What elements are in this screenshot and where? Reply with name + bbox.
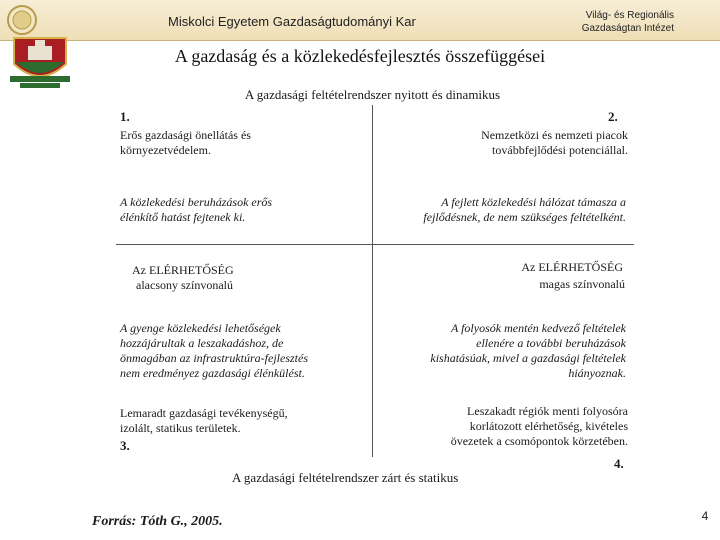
quadrant-2-line-1: Nemzetközi és nemzeti piacok	[481, 128, 628, 142]
quadrant-1-text	[120, 128, 251, 158]
quadrant-4-line-3: övezetek a csomópontok körzetében.	[450, 434, 628, 448]
quadrant-3-note-3: önmagában az infrastruktúra-fejlesztés	[120, 351, 308, 365]
crest-ribbon	[10, 76, 70, 82]
right-accessibility-label	[460, 259, 625, 293]
right-access-line-1: Az ELÉRHETŐSÉG	[521, 260, 623, 274]
institute-line-1: Világ- és Regionális	[585, 10, 674, 21]
quadrant-2-note-1: A fejlett közlekedési hálózat támasza a	[441, 195, 626, 209]
quadrant-1-note	[120, 195, 272, 225]
page-number: 4	[701, 509, 709, 523]
slide-title: A gazdaság és a közlekedésfejlesztés összefüggései	[174, 46, 546, 66]
quadrant-3-note-1: A gyenge közlekedési lehetőségek	[120, 321, 281, 335]
quadrant-4-note-3: kishatásúak, mivel a gazdasági feltételek	[430, 351, 626, 365]
top-axis-caption: A gazdasági feltételrendszer nyitott és dinamikus	[244, 87, 501, 102]
crest-seal-inner	[13, 11, 31, 29]
left-access-line-2: alacsony színvonalú	[136, 278, 233, 292]
quadrant-3-note-4: nem eredményez gazdasági élénkülést.	[120, 366, 305, 380]
quadrant-4-note	[380, 321, 626, 381]
right-access-line-2: magas színvonalú	[539, 277, 625, 291]
university-name: Miskolci Egyetem Gazdaságtudományi Kar	[168, 14, 416, 29]
quadrant-3-note	[120, 321, 308, 381]
quadrant-1-note-2: élénkítő hatást fejtenek ki.	[120, 210, 246, 224]
quadrant-4-text	[380, 404, 628, 449]
header-divider	[80, 40, 720, 41]
quadrant-2-line-2: továbbfejlődési potenciállal.	[492, 143, 628, 157]
quadrant-3-line-2: izolált, statikus területek.	[120, 421, 241, 435]
quadrant-4-line-1: Leszakadt régiók menti folyosóra	[467, 404, 628, 418]
quadrant-4-line-2: korlátozott elérhetőség, kivételes	[469, 419, 628, 433]
quadrant-3-line-1: Lemaradt gazdasági tevékenységű,	[120, 406, 288, 420]
quadrant-1-line-2: környezetvédelem.	[120, 143, 211, 157]
source-citation: Forrás: Tóth G., 2005.	[92, 514, 223, 529]
quadrant-4-note-1: A folyosók mentén kedvező feltételek	[450, 321, 626, 335]
quadrant-2-note-2: fejlődésnek, de nem szükséges feltételként.	[423, 210, 626, 224]
quadrant-2-number: 2.	[608, 109, 618, 124]
institute-line-2: Gazdaságtan Intézet	[581, 23, 674, 34]
institute-name	[582, 9, 674, 35]
quadrant-1-line-1: Erős gazdasági önellátás és	[120, 128, 251, 142]
quadrant-4-note-4: hiányoznak.	[568, 366, 626, 380]
quadrant-3-text	[120, 406, 288, 436]
quadrant-4-number: 4.	[614, 456, 624, 471]
quadrant-2-note	[380, 195, 626, 225]
quadrant-3-note-2: hozzájárultak a leszakadáshoz, de	[120, 336, 284, 350]
left-access-line-1: Az ELÉRHETŐSÉG	[132, 263, 234, 277]
horizontal-axis	[116, 244, 634, 245]
quadrant-1-number: 1.	[120, 109, 130, 124]
quadrant-1-note-1: A közlekedési beruházások erős	[120, 195, 273, 209]
left-accessibility-label	[132, 263, 234, 293]
vertical-axis	[372, 105, 373, 457]
bottom-axis-caption: A gazdasági feltételrendszer zárt és statikus	[232, 470, 459, 485]
quadrant-3-number: 3.	[120, 438, 130, 453]
quadrant-4-note-2: ellenére a további beruházások	[476, 336, 626, 350]
quadrant-2-text	[380, 128, 628, 158]
